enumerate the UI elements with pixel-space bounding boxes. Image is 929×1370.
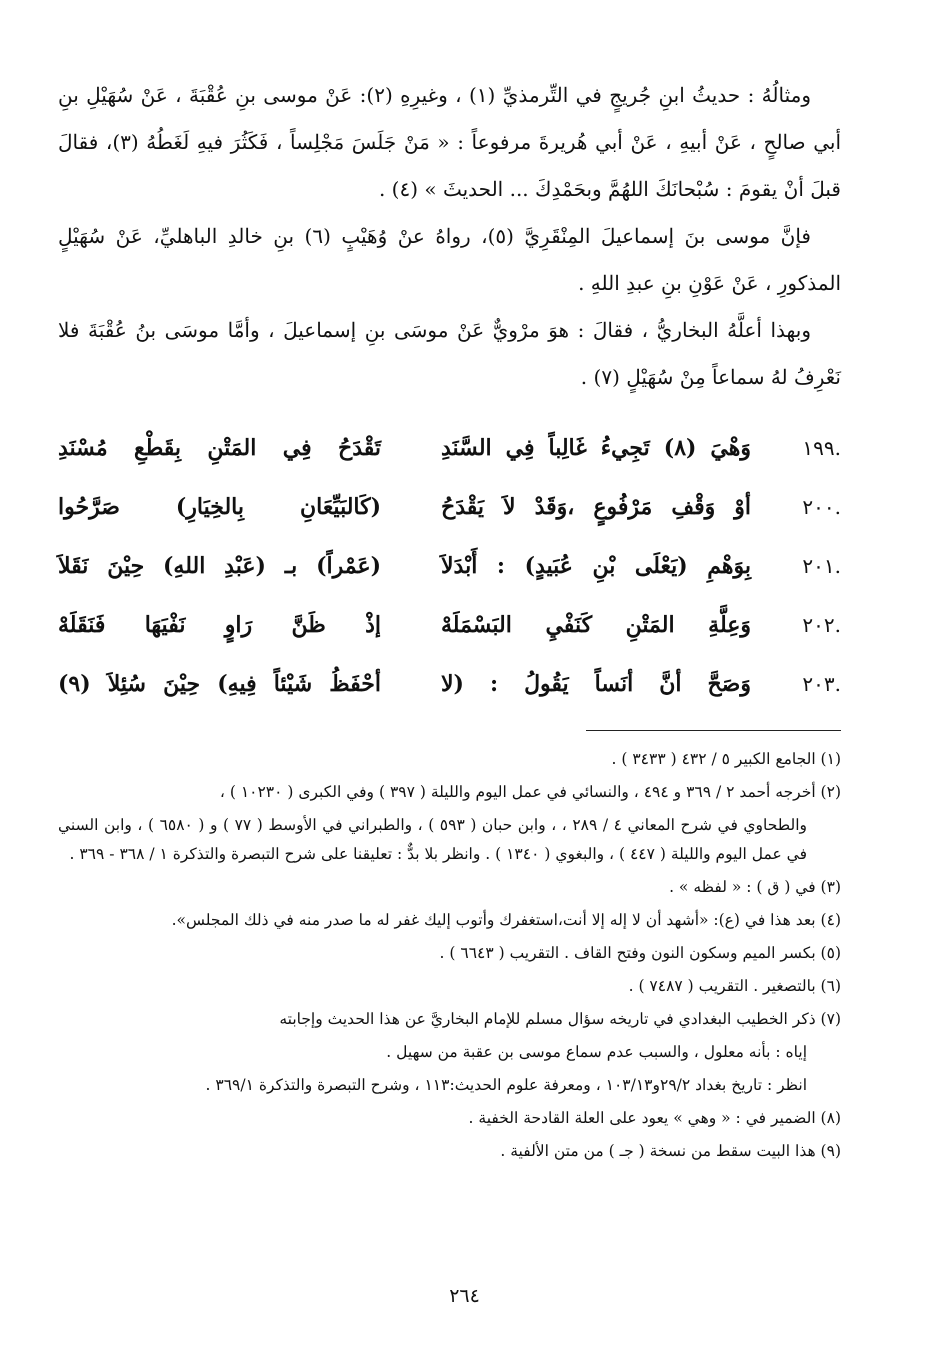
page-number: ٢٦٤ — [449, 1285, 480, 1307]
footnotes — [58, 745, 841, 1170]
footnote-continuation: والطحاوي في شرح المعاني ٤ / ٢٨٩ ، ، وابن حبان ( ٥٩٣ ) ، والطبراني في الأوسط ( ٧٧ ) و ( ٦٥٨٠ ) ، وابن السني في عمل اليوم والليلة ( ٤٤٧ ) ، والبغوي ( ١٣٤٠ ) . وانظر بلا بدٌّ : تعليقنا على شرح التبصرة والتذكرة ١ / ٣٦٨ - ٣٦٩ . — [58, 816, 807, 863]
verse-first-hemistich: بِوَهْمِ (يَعْلَى بْنِ عُبَيدٍ) : أَبْدَلاَ — [441, 552, 751, 579]
poem-verses — [58, 418, 841, 713]
verse-first-hemistich: وَصَحَّ أنَّ أنَساً يَقُولُ : (لا — [441, 670, 751, 697]
footnote: (٩) هذا البيت سقط من نسخة ( جـ ) من متن الألفية . — [500, 1142, 841, 1160]
verse-first-hemistich: أوْ وَقْفِ مَرْفُوعٍ ،وَقَدْ لاَ يَقْدَحُ — [441, 493, 751, 520]
verse-second-hemistich: أحْفَظُ شَيْئاً فِيهِ) حِيْنَ سُئِلاَ (٩) — [58, 670, 381, 697]
verse-number: ٢٠١. — [802, 553, 841, 578]
footnote-continuation: إياه : بأنه معلول ، والسبب عدم سماع موسى بن عقبة من سهيل . — [386, 1043, 807, 1061]
footnote-divider — [586, 730, 841, 731]
verse-first-hemistich: وَعِلَّةِ المَتْنِ كَنَفْيِ البَسْمَلَهْ — [441, 611, 751, 638]
verse-second-hemistich: (عَمْراً) بـ (عَبْدِ اللهِ) حِيْنَ نَقَلاَ — [58, 552, 381, 579]
verse-number: ٢٠٠. — [802, 494, 841, 519]
footnote-continuation: انظر : تاريخ بغداد ٢٩/٢و١٠٣/١٣ ، ومعرفة علوم الحديث:١١٣ ، وشرح التبصرة والتذكرة ٣٦٩/١ . — [205, 1076, 807, 1094]
paragraph: ومثالُهُ : حديثُ ابنِ جُريجٍ في التِّرمذيِّ (١) ، وغيرِهِ (٢): عَنْ موسى بنِ عُقْبَةَ ، عَنْ سُهَيْلِ بنِ أبي صالحٍ ، عَنْ أبيهِ ، عَنْ أبي هُريرةَ مرفوعاً : « مَنْ جَلَسَ مَجْلِساً ، فَكَثُرَ فيهِ لَغَطُهُ (٣)، فقالَ قبلَ أنْ يقومَ : سُبْحانَكَ اللهُمَّ وبحَمْدِكَ ... الحديثَ » (٤) . — [58, 83, 841, 201]
verse-line — [58, 477, 841, 536]
footnote: (١) الجامع الكبير ٥ / ٤٣٢ ( ٣٤٣٣ ) . — [611, 750, 841, 768]
footnote: (٣) في ( ق ) : « لفظه » . — [669, 878, 841, 896]
paragraph: وبهذا أعلَّهُ البخاريُّ ، فقالَ : هوَ مرْويٌّ عَنْ موسَى بنِ إسماعيلَ ، وأمَّا موسَى بنُ عُقْبَةَ فلا نَعْرِفُ لهُ سماعاً مِنْ سُهَيْلٍ (٧) . — [58, 318, 841, 389]
verse-second-hemistich: تَقْدَحُ فِي المَتْنِ بِقَطْعِ مُسْنَدِ — [58, 434, 381, 461]
verse-second-hemistich: إذْ ظَنَّ رَاوٍ نَفْيَهَا فَنَقَلَهْ — [58, 611, 381, 638]
footnote: (٢) أخرجه أحمد ٢ / ٣٦٩ و ٤٩٤ ، والنسائي في عمل اليوم والليلة ( ٣٩٧ ) وفي الكبرى ( ١٠٢٣٠ ) ، — [219, 783, 841, 801]
verse-line — [58, 654, 841, 713]
verse-number: ٢٠٣. — [802, 671, 841, 696]
verse-first-hemistich: وَهْيَ (٨) تَجِيءُ غَالِباً فِي السَّنَدِ — [441, 434, 751, 461]
verse-line — [58, 536, 841, 595]
footnote: (٥) بكسر الميم وسكون النون وفتح القاف . التقريب ( ٦٦٤٣ ) . — [439, 944, 841, 962]
verse-number: ٢٠٢. — [802, 612, 841, 637]
footnote: (٨) الضمير في : « وهي » يعود على العلة القادحة الخفية . — [468, 1109, 841, 1127]
verse-second-hemistich: (كَالبَيِّعَانِ بِالخِيَارِ) صَرَّحُوا — [58, 493, 381, 520]
verse-number: ١٩٩. — [802, 435, 841, 460]
footnote: (٤) بعد هذا في (ع): «أشهد أن لا إله إلا أنت،استغفرك وأتوب إليك غفر له ما صدر منه في ذلك المجلس». — [171, 911, 841, 929]
paragraph: فإنَّ موسى بنَ إسماعيلَ المِنْقَرِيَّ (٥)، رواهُ عنْ وُهَيْبٍ (٦) بنِ خالدِ الباهليِّ، عَنْ سُهَيْلٍ المذكورِ ، عَنْ عَوْنِ بنِ عبدِ اللهِ . — [58, 224, 841, 295]
footnote: (٦) بالتصغير . التقريب ( ٧٤٨٧ ) . — [628, 977, 841, 995]
footnote: (٧) ذكر الخطيب البغدادي في تاريخه سؤال مسلم للإمام البخاريَّ عن هذا الحديث وإجابته — [279, 1010, 841, 1028]
verse-line — [58, 418, 841, 477]
verse-line — [58, 595, 841, 654]
main-text — [58, 72, 841, 401]
